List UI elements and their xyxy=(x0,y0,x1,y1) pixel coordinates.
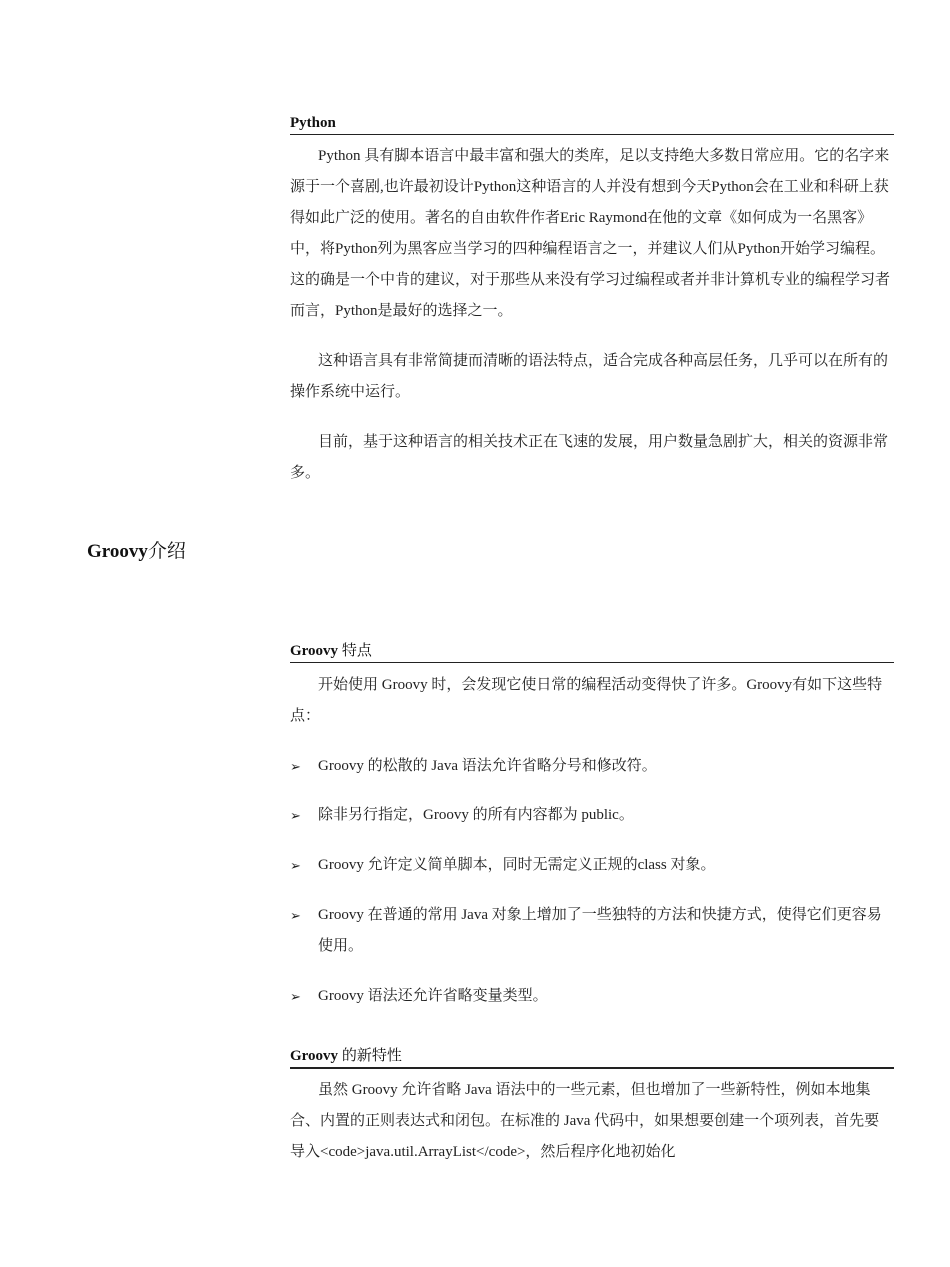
groovy-new-features-paragraph: 虽然 Groovy 允许省略 Java 语法中的一些元素，但也增加了一些新特性，例如本地集合、内置的正则表达式和闭包。在标准的 Java 代码中，如果想要创建一个项列表，首先要导入<code>java.util.ArrayList</code>，然后程序化地初始化 xyxy=(290,1082,880,1160)
groovy-section-title xyxy=(87,536,186,563)
groovy-title-rest: 介绍 xyxy=(147,541,186,562)
feature-bullet-text: Groovy 语法还允许省略变量类型。 xyxy=(318,988,548,1004)
groovy-new-heading-rest: 的新特性 xyxy=(338,1048,402,1064)
python-paragraph-3: 目前，基于这种语言的相关技术正在飞速的发展，用户数量急剧扩大，相关的资源非常多。 xyxy=(290,434,889,481)
python-heading: Python xyxy=(290,114,894,135)
groovy-new-features-heading xyxy=(290,1047,894,1069)
feature-bullet-text: Groovy 的松散的 Java 语法允许省略分号和修改符。 xyxy=(318,758,657,774)
feature-bullet-text: Groovy 允许定义简单脚本，同时无需定义正规的class 对象。 xyxy=(318,857,716,873)
feature-bullet-1 xyxy=(290,751,894,782)
python-paragraph-2: 这种语言具有非常简捷而清晰的语法特点，适合完成各种高层任务，几乎可以在所有的操作系统中运行。 xyxy=(290,353,889,400)
arrow-bullet-icon: ➢ xyxy=(290,858,301,873)
feature-bullet-2 xyxy=(290,800,894,831)
groovy-features-heading-rest: 特点 xyxy=(338,643,372,659)
feature-bullet-3 xyxy=(290,850,894,881)
arrow-bullet-icon: ➢ xyxy=(290,989,301,1004)
arrow-bullet-icon: ➢ xyxy=(290,759,301,774)
feature-bullet-5 xyxy=(290,981,894,1012)
python-paragraph-1: Python 具有脚本语言中最丰富和强大的类库，足以支持绝大多数日常应用。它的名字来源于一个喜剧,也许最初设计Python这种语言的人并没有想到今天Python会在工业和科研上获得如此广泛的使用。著名的自由软件作者Eric Raymond在他的文章《如何成为一名黑客》中，将Python列为黑客应当学习的四种编程语言之一，并建议人们从Python开始学习编程。这的确是一个中肯的建议，对于那些从来没有学习过编程或者并非计算机专业的编程学习者而言，Python是最好的选择之一。 xyxy=(290,148,891,319)
groovy-features-heading-bold: Groovy xyxy=(290,643,339,659)
feature-bullet-text: Groovy 在普通的常用 Java 对象上增加了一些独特的方法和快捷方式，使得它们更容易使用。 xyxy=(318,907,882,954)
feature-bullet-text: 除非另行指定，Groovy 的所有内容都为 public。 xyxy=(318,807,634,823)
groovy-title-bold: Groovy xyxy=(87,541,148,562)
groovy-features-heading xyxy=(290,642,894,663)
groovy-features-intro: 开始使用 Groovy 时，会发现它使日常的编程活动变得快了许多。Groovy有如下这些特点： xyxy=(290,677,883,724)
arrow-bullet-icon: ➢ xyxy=(290,808,301,823)
arrow-bullet-icon: ➢ xyxy=(290,908,301,923)
feature-bullet-4 xyxy=(290,900,894,962)
groovy-new-heading-bold: Groovy xyxy=(290,1048,339,1064)
